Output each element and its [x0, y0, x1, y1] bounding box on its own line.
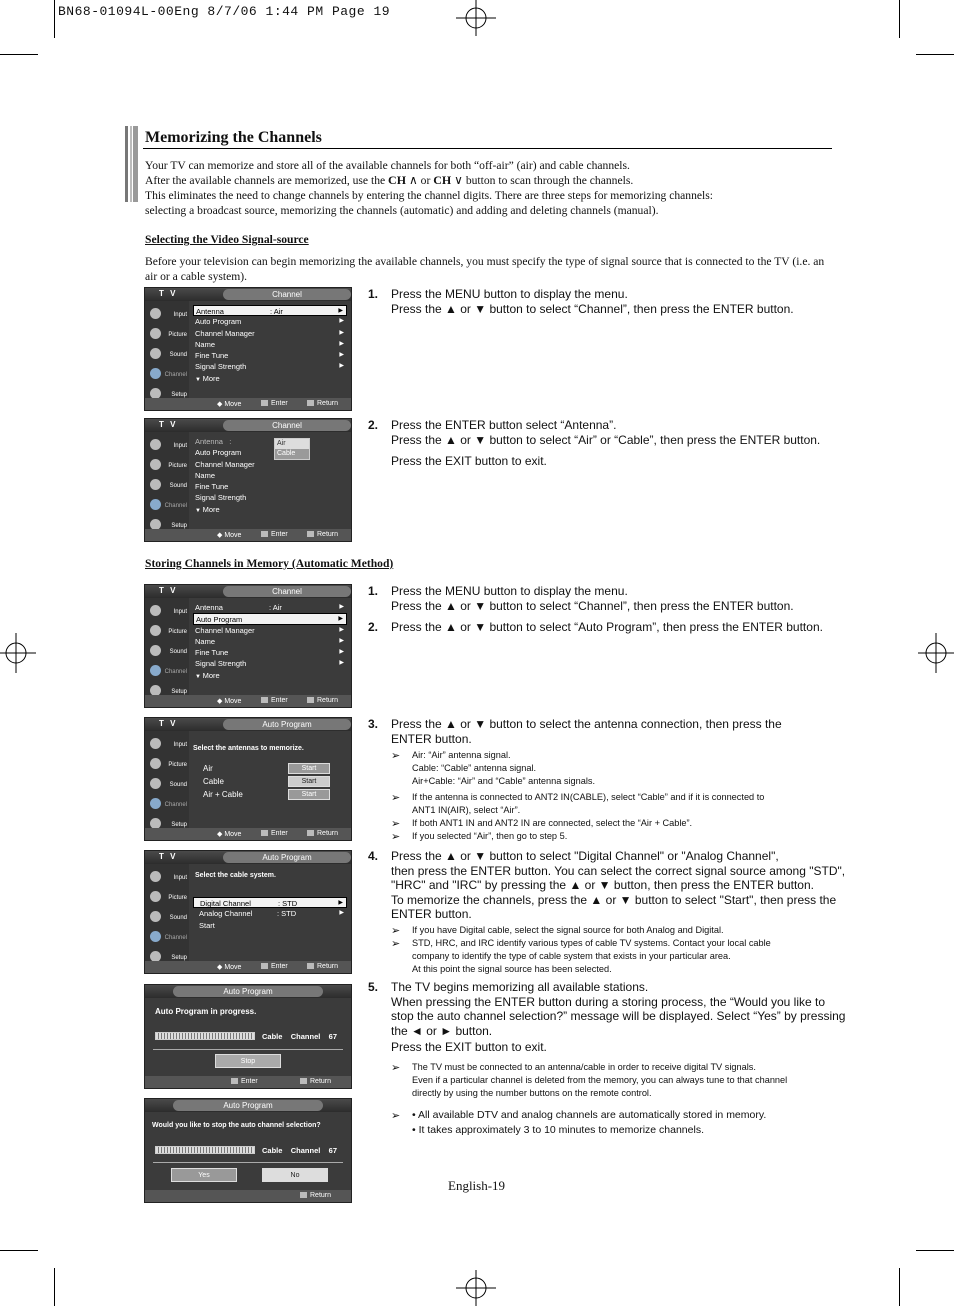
- enter-icon: [261, 400, 268, 406]
- menu-row-fine-tune: Fine Tune ▶: [195, 351, 344, 361]
- osd-antenna-popup: T V Channel Input Picture Sound Channel Setup Antenna : Auto Program Channel Manager Name Fine Tune Signal Strength ▼ More Air Cable ◆ Move Enter Return: [144, 418, 352, 542]
- registration-mark-icon: [456, 0, 496, 40]
- note-arrow-icon: ➢: [391, 924, 401, 937]
- crop-mark: [899, 1268, 900, 1306]
- crop-mark: [0, 54, 38, 55]
- menu-row-more: ▼ More: [195, 373, 220, 383]
- osd-message: Would you like to stop the auto channel selection?: [152, 1122, 321, 1129]
- crop-mark: [54, 0, 55, 38]
- menu-row-digital-channel: Digital Channel : STD ▶: [193, 897, 347, 908]
- chevron-down-icon: ∨: [454, 173, 463, 187]
- osd-message: Auto Program in progress.: [155, 1007, 257, 1016]
- crop-mark: [0, 1250, 38, 1251]
- enter-icon: [261, 697, 268, 703]
- picture-icon: [150, 459, 161, 470]
- section-heading-signal-source: Selecting the Video Signal-source: [145, 233, 309, 246]
- progress-bar: [155, 1146, 255, 1154]
- return-icon: [307, 830, 314, 836]
- menu-row-signal-strength: Signal Strength ▶: [195, 362, 344, 372]
- page-title: Memorizing the Channels: [145, 129, 322, 146]
- note-arrow-icon: ➢: [391, 749, 401, 762]
- sound-icon: [150, 645, 161, 656]
- section-heading-auto-method: Storing Channels in Memory (Automatic Method): [145, 557, 394, 570]
- channel-icon: [150, 931, 161, 942]
- enter-icon: [261, 830, 268, 836]
- note-digital-cable: ➢ If you have Digital cable, select the signal source for both Analog and Digital.: [391, 924, 724, 937]
- yes-button: Yes: [171, 1168, 237, 1182]
- step-5-auto: 5. The TV begins memorizing all available stations. When pressing the ENTER button during a storing process, the “Would you like to stop the auto channel selection?” message will be displayed. Select “Yes” by pressing the ◄ or ► button. Press the EXIT button to exit.: [368, 980, 846, 1054]
- no-button: No: [262, 1168, 328, 1182]
- step-1-auto: 1. Press the MENU button to display the menu. Press the ▲ or ▼ button to select “Channel”, then press the ENTER button.: [368, 584, 794, 613]
- foot-enter: Enter: [261, 400, 288, 407]
- note-arrow-icon: ➢: [391, 937, 401, 950]
- popup-option-cable: Cable: [277, 450, 296, 457]
- picture-icon: [150, 758, 161, 769]
- osd-channel-menu: [144, 287, 352, 411]
- picture-icon: [150, 891, 161, 902]
- channel-icon: [150, 499, 161, 510]
- intro-line: Your TV can memorize and store all of the available channels for both “off-air” (air) and cable channels.: [145, 159, 630, 172]
- intro-line: After the available channels are memorized, use the CH ∧ or CH ∨ button to scan through the channels.: [145, 173, 634, 187]
- menu-row-auto-program: Auto Program ▶: [193, 613, 347, 624]
- return-icon: [300, 1078, 307, 1084]
- return-icon: [300, 1192, 307, 1198]
- sound-icon: [150, 778, 161, 789]
- note-arrow-icon: ➢: [391, 1061, 401, 1074]
- input-icon: [150, 871, 161, 882]
- foot-return: Return: [307, 400, 338, 407]
- note-both-ant: ➢ If both ANT1 IN and ANT2 IN are connected, select the “Air + Cable”.: [391, 817, 693, 830]
- osd-message: Select the cable system.: [195, 872, 276, 879]
- step-2-auto: 2. Press the ▲ or ▼ button to select “Auto Program”, then press the ENTER button.: [368, 620, 823, 634]
- menu-row-name: Name ▶: [195, 339, 344, 349]
- crop-mark: [916, 1250, 954, 1251]
- osd-title: Channel: [223, 289, 351, 300]
- osd-side-channel: Channel: [147, 366, 189, 384]
- signal-source-paragraph: Before your television can begin memorizing the available channels, you must specify the type of signal source that is connected to the TV (i.e. an air or a cable system).: [145, 255, 825, 283]
- sound-icon: [150, 479, 161, 490]
- input-icon: [150, 439, 161, 450]
- channel-icon: [150, 665, 161, 676]
- osd-channel-menu-auto: T V Channel Input Picture Sound Channel Setup Antenna : Air ▶ Auto Program ▶ Channel Manager ▶ Name ▶ Fine Tune ▶ Signal Strength ▶ ▼ More ◆ Move Enter Return: [144, 584, 352, 708]
- registration-mark-icon: [914, 633, 954, 673]
- osd-select-antennas: T V Auto Program Input Picture Sound Channel Setup Select the antennas to memorize. Air Cable Air + Cable Start Start Start ◆ Move Enter Return: [144, 717, 352, 841]
- foot-move: ◆ Move: [217, 401, 242, 408]
- return-icon: [307, 400, 314, 406]
- chevron-up-icon: ∧: [408, 173, 418, 187]
- popup-option-air: Air: [275, 439, 309, 449]
- note-storage-time: ➢ • All available DTV and analog channels are automatically stored in memory. • It takes approximately 3 to 10 minutes to memorize channels.: [391, 1109, 767, 1136]
- menu-row-start: Start: [199, 920, 215, 930]
- title-rule: [143, 148, 832, 149]
- return-icon: [307, 697, 314, 703]
- sound-icon: [150, 911, 161, 922]
- sound-icon: [150, 348, 161, 359]
- input-icon: [150, 738, 161, 749]
- menu-row-antenna: Antenna : Air ▶: [193, 305, 347, 316]
- menu-row-antenna: Antenna :: [195, 437, 232, 446]
- step-1-select-source: 1. Press the MENU button to display the menu. Press the ▲ or ▼ button to select “Channel”, then press the ENTER button.: [368, 287, 794, 316]
- picture-icon: [150, 328, 161, 339]
- crop-mark: [916, 54, 954, 55]
- note-cable-systems: ➢ STD, HRC, and IRC identify various types of cable TV systems. Contact your local cable company to identify the type of cable system that exists in your particular area. At this point the signal source has been selected.: [391, 937, 771, 974]
- section-tab-bar: [125, 126, 138, 202]
- step-3-auto: 3. Press the ▲ or ▼ button to select the antenna connection, then press the ENTER button.: [368, 717, 782, 746]
- page-number: English-19: [448, 1178, 506, 1193]
- stop-button: Stop: [215, 1054, 281, 1068]
- note-arrow-icon: ➢: [391, 830, 401, 843]
- input-icon: [150, 605, 161, 616]
- registration-mark-icon: [0, 633, 40, 673]
- registration-mark-icon: [456, 1268, 496, 1306]
- menu-row-auto-program: Auto Program ▶: [195, 317, 344, 327]
- start-button-cable: Start: [288, 776, 330, 787]
- enter-icon: [261, 963, 268, 969]
- return-icon: [307, 531, 314, 537]
- note-digital-signals: ➢ The TV must be connected to an antenna/cable in order to receive digital TV signals. Even if a particular channel is deleted from the memory, you can always tune to that channel directly by using the number buttons on the remote control.: [391, 1061, 788, 1098]
- note-antenna-types: ➢ Air: “Air” antenna signal. Cable: “Cable” antenna signal. Air+Cable: “Air” and “Cable” antenna signals.: [391, 749, 596, 786]
- start-button-air: Start: [288, 763, 330, 774]
- antenna-option-air-cable: Air + Cable: [203, 790, 243, 799]
- menu-row-analog-channel: Analog Channel : STD ▶: [199, 909, 344, 919]
- note-ant2: ➢ If the antenna is connected to ANT2 IN(CABLE), select “Cable” and if it is connected to ANT1 IN(AIR), select “Air”.: [391, 791, 765, 815]
- osd-stop-confirm: Auto Program Would you like to stop the auto channel selection? Cable Channel 67 Yes No Return: [144, 1098, 352, 1203]
- return-icon: [307, 963, 314, 969]
- progress-bar: [155, 1032, 255, 1040]
- osd-auto-program-progress: Auto Program Auto Program in progress. Cable Channel 67 Stop Enter Return: [144, 984, 352, 1089]
- step-4-auto: 4. Press the ▲ or ▼ button to select "Digital Channel" or "Analog Channel", then press the ENTER button. You can select the correct signal source among "STD", "HRC" and "IRC" by pressing the ▲ or ▼ button, then press the ENTER button. To memorize the channels, press the ▲ or ▼ button to select "Start", then press the ENTER button.: [368, 849, 846, 921]
- osd-select-cable-system: T V Auto Program Input Picture Sound Channel Setup Select the cable system. Digital Channel : STD ▶ Analog Channel : STD ▶ Start ◆ Move Enter Return: [144, 850, 352, 974]
- intro-line: This eliminates the need to change channels by entering the channel digits. There are three steps for memorizing channels:: [145, 189, 714, 202]
- osd-message: Select the antennas to memorize.: [193, 745, 304, 752]
- channel-icon: [150, 798, 161, 809]
- channel-readout: Cable Channel 67: [262, 1146, 338, 1155]
- note-arrow-icon: ➢: [391, 1109, 401, 1122]
- channel-readout: Cable Channel 67: [262, 1032, 338, 1041]
- osd-side-picture: Picture: [147, 326, 189, 344]
- enter-icon: [261, 531, 268, 537]
- enter-icon: [231, 1078, 238, 1084]
- intro-line: selecting a broadcast source, memorizing the channels (automatic) and adding and deleting channels (manual).: [145, 204, 659, 217]
- intro-text: [145, 158, 835, 218]
- osd-side-setup: Setup: [147, 386, 189, 404]
- note-arrow-icon: ➢: [391, 791, 401, 804]
- start-button-air-cable: Start: [288, 789, 330, 800]
- picture-icon: [150, 625, 161, 636]
- antenna-option-air: Air: [203, 764, 213, 773]
- print-slug: BN68-01094L-00Eng 8/7/06 1:44 PM Page 19: [58, 4, 391, 19]
- note-arrow-icon: ➢: [391, 817, 401, 830]
- antenna-option-cable: Cable: [203, 777, 224, 786]
- osd-side-sound: Sound: [147, 346, 189, 364]
- osd-tv-label: T V: [159, 289, 178, 298]
- antenna-popup: [274, 438, 310, 460]
- note-air-step5: ➢ If you selected “Air”, then go to step 5.: [391, 830, 568, 843]
- step-2-select-source: 2. Press the ENTER button select “Antenna”. Press the ▲ or ▼ button to select “Air” or “Cable”, then press the ENTER button. Press the EXIT button to exit.: [368, 418, 821, 468]
- osd-side-input: Input: [147, 306, 189, 324]
- channel-icon: [150, 368, 161, 379]
- menu-row-channel-manager: Channel Manager ▶: [195, 328, 344, 338]
- input-icon: [150, 308, 161, 319]
- crop-mark: [899, 0, 900, 38]
- crop-mark: [54, 1268, 55, 1306]
